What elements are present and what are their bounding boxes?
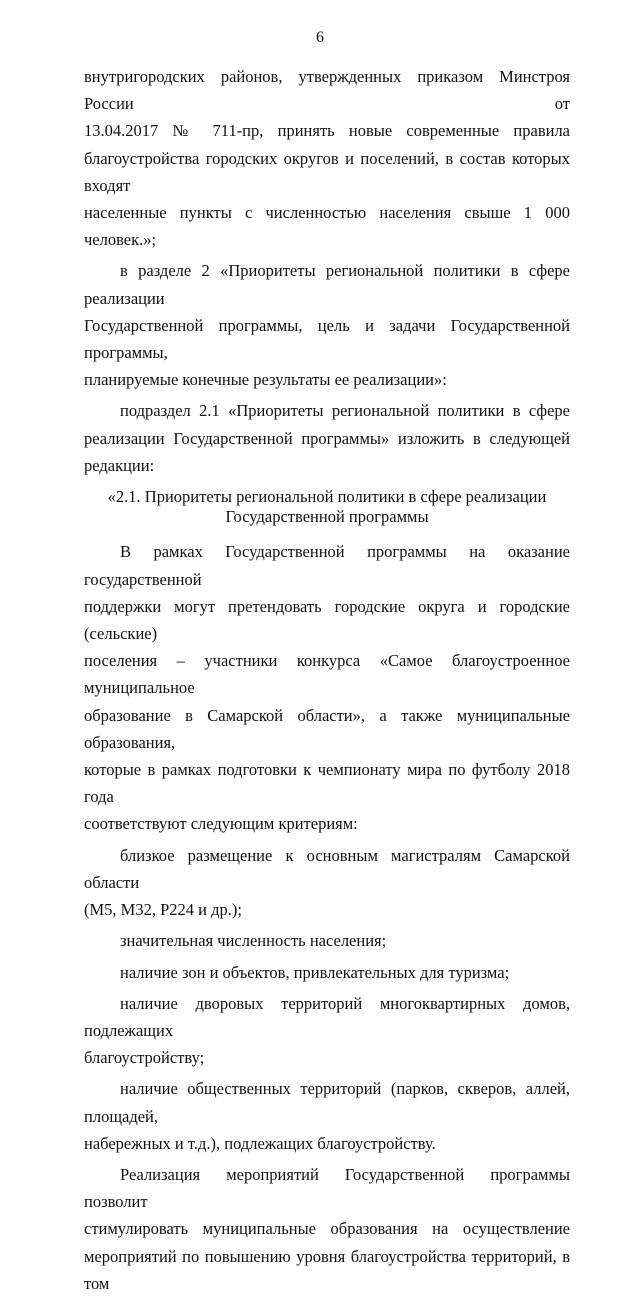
text-line: значительная численность населения; [120, 931, 387, 951]
criterion-tourism [84, 959, 570, 986]
criterion-yards [84, 990, 570, 1044]
text-line: наличие общественных территорий (парков, скверов, аллей, площадей, [84, 1079, 570, 1126]
text-line: стимулировать муниципальные образования на осуществление [84, 1219, 570, 1239]
text-line: наличие дворовых территорий многоквартирных домов, подлежащих [84, 993, 570, 1040]
text-line: поселения – участники конкурса «Самое благоустроенное муниципальное [84, 651, 570, 698]
text-line: благоустройства городских округов и поселений, в состав которых входят [84, 148, 570, 195]
paragraph-subsection-2-1 [84, 397, 570, 451]
criterion-highways [84, 842, 570, 896]
document-body [84, 63, 570, 1297]
text-line: Государственной программы, цель и задачи Государственной программы, [84, 315, 570, 363]
criterion-yards-end [84, 1044, 570, 1071]
text-line: редакции: [84, 455, 155, 475]
text-line: (М5, М32, Р224 и др.); [84, 900, 242, 920]
text-line: реализации Государственной программы» изложить в следующей [84, 428, 570, 448]
text-line: 13.04.2017 № 711-пр, принять новые современные правила [84, 121, 570, 141]
paragraph-support-end [84, 810, 570, 837]
text-line: соответствуют следующим критериям: [84, 814, 358, 834]
paragraph-implementation [84, 1161, 570, 1297]
paragraph-section-2-end [84, 366, 570, 393]
text-line: благоустройству; [84, 1048, 205, 1068]
text-line: населенные пункты с численностью населения свыше 1 000 человек.»; [84, 203, 570, 250]
text-line: близкое размещение к основным магистралям Самарской области [84, 845, 570, 892]
criterion-public-spaces-end [84, 1130, 570, 1157]
criterion-public-spaces [84, 1075, 570, 1129]
text-line: планируемые конечные результаты ее реализации»: [84, 370, 447, 390]
text-line: которые в рамках подготовки к чемпионату мира по футболу 2018 года [84, 760, 570, 807]
section-heading-line-1: «2.1. Приоритеты региональной политики в сфере реализации [107, 487, 547, 507]
criterion-population [84, 927, 570, 954]
text-line: наличие зон и объектов, привлекательных для туризма; [120, 962, 510, 982]
text-line: В рамках Государственной программы на оказание государственной [84, 542, 570, 589]
text-line: мероприятий по повышению уровня благоустройства территорий, в том [84, 1246, 570, 1293]
text-line: внутригородских районов, утвержденных приказом Минстроя России от [84, 67, 570, 114]
text-line: в разделе 2 «Приоритеты региональной политики в сфере реализации [84, 261, 570, 308]
text-line: Реализация мероприятий Государственной программы позволит [84, 1164, 570, 1212]
paragraph-amendment-end [84, 199, 570, 253]
text-line: подраздел 2.1 «Приоритеты региональной политики в сфере [120, 401, 570, 421]
section-heading-line-2: Государственной программы [225, 507, 429, 527]
text-line: набережных и т.д.), подлежащих благоустройству. [84, 1133, 436, 1153]
paragraph-amendment-continuation [84, 63, 570, 199]
paragraph-section-2 [84, 257, 570, 366]
text-line: поддержки могут претендовать городские округа и городские (сельские) [84, 596, 570, 644]
text-line: образование в Самарской области», а также муниципальные образования, [84, 705, 570, 752]
paragraph-subsection-2-1-end [84, 452, 570, 479]
criterion-highways-end [84, 896, 570, 923]
page-number: 6 [316, 29, 324, 46]
paragraph-support [84, 538, 570, 810]
